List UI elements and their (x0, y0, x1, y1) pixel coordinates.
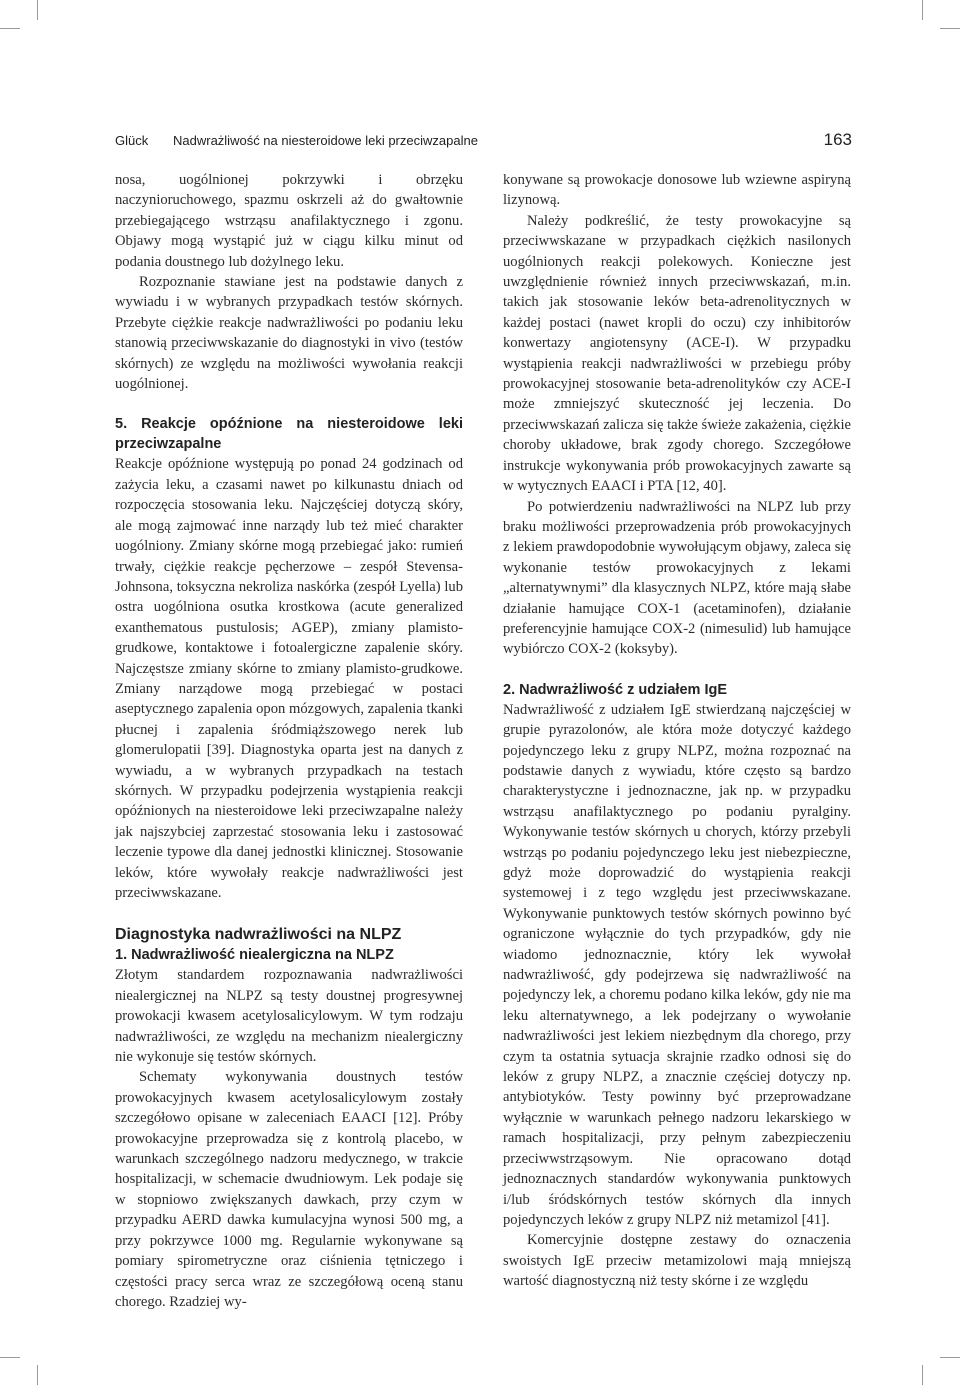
paragraph: Schematy wykonywania doustnych testów prowokacyjnych kwasem acetylosalicylowym zostały szczegółowo opisane w zaleceniach EAACI [12]. Próby prowokacyjne przeprowadza się z kontrolą placebo, w warunkach szczególnego nadzoru medycznego, w trakcie hospitalizacji, w schemacie dwudniowym. Lek podaje się w stopniowo zwiększanych dawkach, przy czym w przypadku AERD dawka kumulacyjna wynosi 500 mg, a przy pokrzywce 1000 mg. Regularnie wykonywane są pomiary spirometryczne oraz ciśnienia tętniczego i częstości pracy serca wraz ze szczegółową oceną stanu chorego. Rzadziej wy- (115, 1069, 463, 1310)
section-heading: 2. Nadwrażliwość z udziałem IgE (503, 681, 728, 698)
paragraph: Komercyjnie dostępne zestawy do oznaczenia swoistych IgE przeciw metamizolowi mają mniejszą wartość diagnostyczną niż testy skórne i ze względu (503, 1232, 851, 1290)
header-author: Glück (115, 133, 149, 148)
crop-mark (37, 0, 38, 20)
paragraph: Złotym standardem rozpoznawania nadwrażliwości niealergicznej na NLPZ są testy doustnej progresywnej prowokacji kwasem acetylosalicylowym. W tym rodzaju nadwrażliwości, ze względu na mechanizm niealergiczny nie wykonuje się testów skórnych. (115, 967, 463, 1066)
paragraph: Rozpoznanie stawiane jest na podstawie danych z wywiadu i w wybranych przypadkach testów skórnych. Przebyte ciężkie reakcje nadwrażliwości po podaniu leku stanowią przeciwwskazanie do diagnostyki in vivo (testów skórnych) ze względu na możliwości wywołania reakcji uogólnionej. (115, 274, 463, 393)
crop-mark (940, 1357, 960, 1358)
crop-mark (922, 1365, 923, 1385)
spacer (503, 660, 851, 680)
left-column (115, 170, 463, 1312)
paragraph: nosa, uogólnionej pokrzywki i obrzęku naczynioruchowego, spazmu oskrzeli aż do gwałtownie przebiegającego wstrząsu anafilaktycznego i zgonu. Objawy mogą wystąpić już w ciągu kilku minut od podania doustnego lub dożylnego leku. (115, 172, 463, 270)
paragraph: Nadwrażliwość z udziałem IgE stwierdzaną najczęściej w grupie pyrazolonów, ale która może dotyczyć każdego pojedynczego leku z grupy NLPZ, można rozpoznać na podstawie danych z wywiadu, które często są bardzo charakterystyczne i jednoznaczne, jak np. w przypadku wstrząsu anafilaktycznego po podaniu pyralginy. Wykonywanie testów skórnych u chorych, którzy przebyli wstrząs po podaniu pojedynczego leku jest niebezpieczne, gdyż może doprowadzić do wystąpienia reakcji systemowej i z tego względu jest przeciwwskazane. Wykonywanie punktowych testów skórnych powinno być ograniczone wyłącznie do tych przypadków, gdy nie wiadomo jednoznacznie, który lek wywołał nadwrażliwość, gdy podejrzewa się nadwrażliwość na pojedynczy lek, a choremu podano kilka leków, gdy nie ma leku alternatywnego, a lek podejrzany o wywołanie nadwrażliwości jest lekiem niezbędnym dla chorego, przy czym ta ostatnia sytuacja skrajnie rzadko odnosi się do leków z grupy NLPZ, a znacznie częściej dotyczy np. antybiotyków. Testy powinny być przeprowadzane wyłącznie w warunkach pełnego nadzoru lekarskiego w ramach hospitalizacji, przy pełnym zabezpieczeniu przeciwwstrząsowym. Nie opracowano dotąd jednoznacznych standardów wykonywania punktowych i/lub śródskórnych testów skórnych dla innych pojedynczych leków z grupy NLPZ niż metamizol [41]. (503, 701, 851, 1228)
paragraph: Reakcje opóźnione występują po ponad 24 godzinach od zażycia leku, a czasami nawet po kilkunastu dniach od rozpoczęcia stosowania leku. Najczęściej dotyczą skóry, ale mogą zajmować inne narządy lub też mieć charakter uogólniony. Zmiany skórne mogą przebiegać jako: rumień trwały, ciężkie reakcje pęcherzowe – zespół Stevensa-Johnsona, toksyczna nekroliza naskórka (zespół Lyella) lub ostra uogólniona osutka krostkowa (acute generalized exanthematous pustulosis; AGEP), zmiany plamisto-grudkowe, kontaktowe i fotoalergiczne zapalenie skóry. Najczęstsze zmiany skórne to zmiany plamisto-grudkowe. Zmiany narządowe mogą przebiegać w postaci aseptycznego zapalenia opon mózgowych, zapalenia tkanki płucnej i zapalenia śródmiąższowego nerek lub glomerulopatii [39]. Diagnostyka oparta jest na danych z wywiadu, a w wybranych przypadkach na testach skórnych. W przypadku podejrzenia wystąpienia reakcji opóźnionych na niesteroidowe leki przeciwzapalne należy jak najszybciej zaprzestać stosowania leku i zastosować leczenie typowe dla danej jednostki klinicznej. Stosowanie leków, które wywołały reakcje nadwrażliwości jest przeciwwskazane. (115, 456, 463, 901)
paragraph: Po potwierdzeniu nadwrażliwości na NLPZ lub przy braku możliwości przeprowadzenia prób prowokacyjnych z lekiem prawdopodobnie wywołującym objawy, zaleca się wykonanie testów prowokacyjnych z lekami „alternatywnymi” dla klasycznych NLPZ, które mają słabe działanie hamujące COX-1 (acetaminofen), działanie preferencyjnie hamujące COX-2 (nimesulid) lub hamujące wybiórczo COX-2 (koksyby). (503, 498, 851, 658)
crop-mark (0, 1357, 20, 1358)
crop-mark (0, 28, 20, 29)
header-title: Nadwrażliwość na niesteroidowe leki przeciwzapalne (173, 133, 478, 148)
crop-mark (922, 0, 923, 20)
page-number: 163 (823, 130, 852, 149)
paragraph: Należy podkreślić, że testy prowokacyjne są przeciwwskazane w przypadkach ciężkich nasilonych uogólnionych reakcji polekowych. Konieczne jest uwzględnienie również innych przeciwwskazań, m.in. takich jak stosowanie leków beta-adrenolitycznych w każdej postaci (nawet kropli do oczu) czy inhibitorów konwertazy angiotensyny (ACE-I). W przypadku wystąpienia reakcji nadwrażliwości w przebiegu próby prowokacyjnej stosowanie beta-adrenolityków czy ACE-I może zmniejszyć skuteczność jej leczenia. Do przeciwwskazań zalicza się także świeże zakażenia, ciężkie choroby układowe, brak zgody chorego. Szczegółowe instrukcje wykonywania prób prowokacyjnych zawarte są w wytycznych EAACI i PTA [12, 40]. (503, 212, 851, 495)
subsection-heading: 1. Nadwrażliwość niealergiczna na NLPZ (115, 947, 394, 964)
paragraph: konywane są prowokacje donosowe lub wziewne aspiryną lizynową. (503, 172, 851, 209)
right-column (503, 170, 851, 1292)
section-heading: Diagnostyka nadwrażliwości na NLPZ (115, 926, 402, 944)
crop-mark (940, 28, 960, 29)
crop-mark (37, 1365, 38, 1385)
running-header (115, 130, 852, 156)
section-heading: 5. Reakcje opóźnione na niesteroidowe leki przeciwzapalne (115, 416, 463, 453)
